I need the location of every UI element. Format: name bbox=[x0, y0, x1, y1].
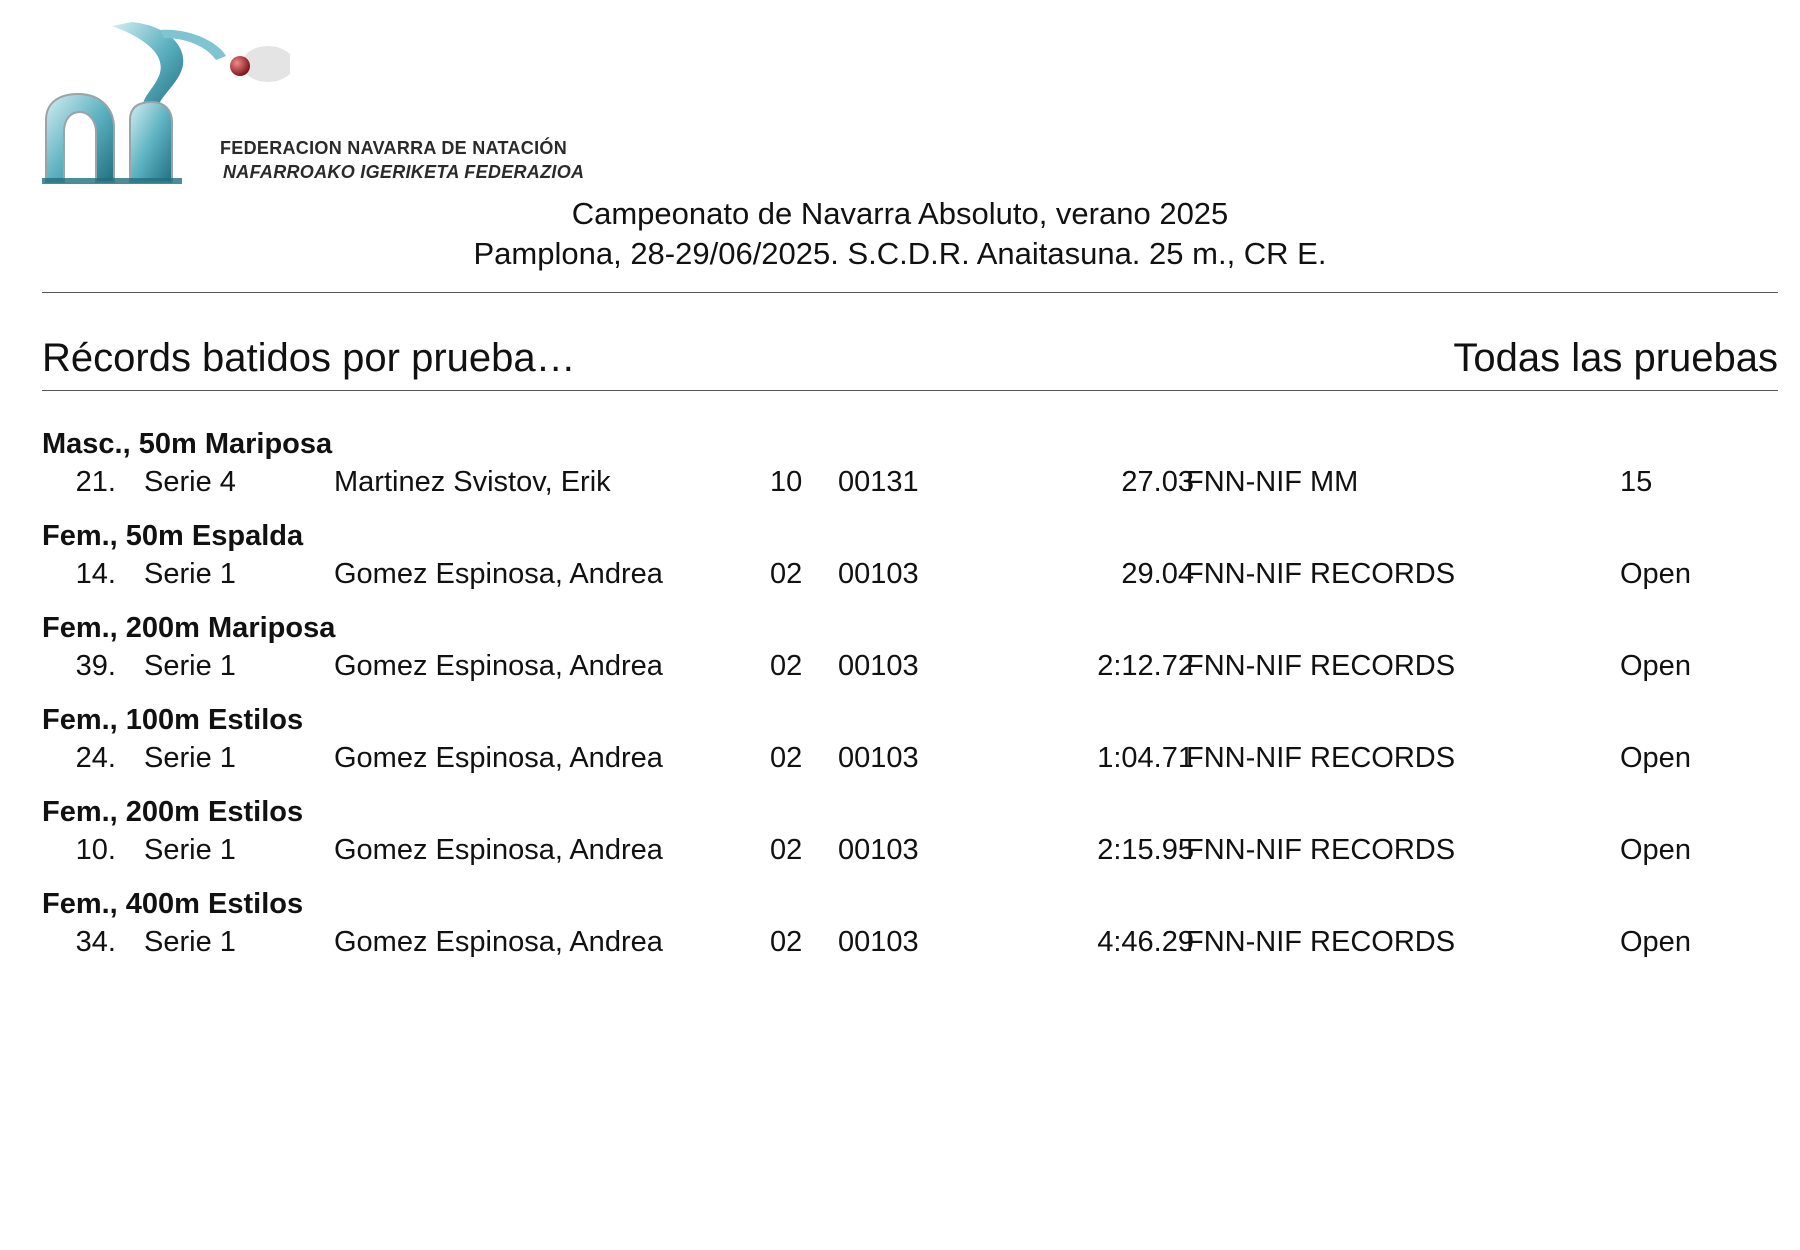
section-title: Récords batidos por prueba… bbox=[42, 336, 576, 380]
record-time: 27.03 bbox=[1121, 466, 1194, 498]
record-time: 1:04.71 bbox=[1097, 742, 1194, 774]
header-divider bbox=[42, 292, 1778, 293]
record-set: FNN-NIF RECORDS bbox=[1186, 926, 1456, 958]
record-heat: Serie 1 bbox=[144, 926, 236, 958]
record-age: 02 bbox=[770, 558, 803, 590]
record-place: 21. bbox=[75, 466, 116, 498]
record-set: FNN-NIF RECORDS bbox=[1186, 558, 1456, 590]
record-place: 24. bbox=[75, 742, 116, 774]
event-subtitle: Pamplona, 28-29/06/2025. S.C.D.R. Anaitasuna. 25 m., CR E. bbox=[473, 236, 1327, 271]
record-heat: Serie 1 bbox=[144, 650, 236, 682]
record-time: 2:12.72 bbox=[1097, 650, 1194, 682]
record-heat: Serie 1 bbox=[144, 558, 236, 590]
record-place: 14. bbox=[75, 558, 116, 590]
event-group bbox=[42, 612, 1778, 704]
record-category: Open bbox=[1620, 558, 1691, 590]
record-heat: Serie 1 bbox=[144, 834, 236, 866]
event-name: Fem., 100m Estilos bbox=[42, 704, 304, 736]
record-time: 4:46.29 bbox=[1097, 926, 1194, 958]
event-group bbox=[42, 704, 1778, 796]
record-category: Open bbox=[1620, 650, 1691, 682]
record-time: 2:15.95 bbox=[1097, 834, 1194, 866]
event-title: Campeonato de Navarra Absoluto, verano 2025 bbox=[571, 196, 1229, 231]
record-row bbox=[42, 466, 1778, 502]
record-swimmer: Gomez Espinosa, Andrea bbox=[334, 834, 663, 866]
event-name: Fem., 50m Espalda bbox=[42, 520, 304, 552]
record-heat: Serie 1 bbox=[144, 742, 236, 774]
record-swimmer: Gomez Espinosa, Andrea bbox=[334, 558, 663, 590]
records-list bbox=[42, 428, 1778, 980]
record-category: Open bbox=[1620, 834, 1691, 866]
record-club: 00131 bbox=[838, 466, 919, 498]
record-swimmer: Martinez Svistov, Erik bbox=[334, 466, 611, 498]
record-club: 00103 bbox=[838, 742, 919, 774]
event-name: Fem., 200m Mariposa bbox=[42, 612, 336, 644]
record-category: Open bbox=[1620, 926, 1691, 958]
record-row bbox=[42, 742, 1778, 778]
record-row bbox=[42, 558, 1778, 594]
record-age: 02 bbox=[770, 650, 803, 682]
record-set: FNN-NIF RECORDS bbox=[1186, 834, 1456, 866]
record-swimmer: Gomez Espinosa, Andrea bbox=[334, 650, 663, 682]
record-place: 39. bbox=[75, 650, 116, 682]
record-club: 00103 bbox=[838, 926, 919, 958]
record-age: 02 bbox=[770, 926, 803, 958]
event-name: Fem., 400m Estilos bbox=[42, 888, 304, 920]
record-club: 00103 bbox=[838, 558, 919, 590]
record-age: 02 bbox=[770, 742, 803, 774]
record-heat: Serie 4 bbox=[144, 466, 236, 498]
org-name-eu: NAFARROAKO IGERIKETA FEDERAZIOA bbox=[223, 162, 585, 182]
record-place: 34. bbox=[75, 926, 116, 958]
record-set: FNN-NIF MM bbox=[1186, 466, 1359, 498]
event-name: Fem., 200m Estilos bbox=[42, 796, 304, 828]
event-name: Masc., 50m Mariposa bbox=[42, 428, 333, 460]
record-time: 29.04 bbox=[1121, 558, 1194, 590]
record-row bbox=[42, 650, 1778, 686]
event-group bbox=[42, 520, 1778, 612]
record-set: FNN-NIF RECORDS bbox=[1186, 650, 1456, 682]
record-row bbox=[42, 926, 1778, 962]
record-set: FNN-NIF RECORDS bbox=[1186, 742, 1456, 774]
record-age: 10 bbox=[770, 466, 803, 498]
record-swimmer: Gomez Espinosa, Andrea bbox=[334, 926, 663, 958]
event-group bbox=[42, 796, 1778, 888]
record-category: 15 bbox=[1620, 466, 1653, 498]
federation-header bbox=[40, 16, 660, 196]
section-filter: Todas las pruebas bbox=[1453, 336, 1778, 380]
org-name-es: FEDERACION NAVARRA DE NATACIÓN bbox=[220, 138, 567, 158]
section-divider bbox=[42, 390, 1778, 391]
record-swimmer: Gomez Espinosa, Andrea bbox=[334, 742, 663, 774]
record-category: Open bbox=[1620, 742, 1691, 774]
record-club: 00103 bbox=[838, 834, 919, 866]
record-row bbox=[42, 834, 1778, 870]
record-place: 10. bbox=[75, 834, 116, 866]
record-club: 00103 bbox=[838, 650, 919, 682]
event-group bbox=[42, 428, 1778, 520]
event-group bbox=[42, 888, 1778, 980]
record-age: 02 bbox=[770, 834, 803, 866]
